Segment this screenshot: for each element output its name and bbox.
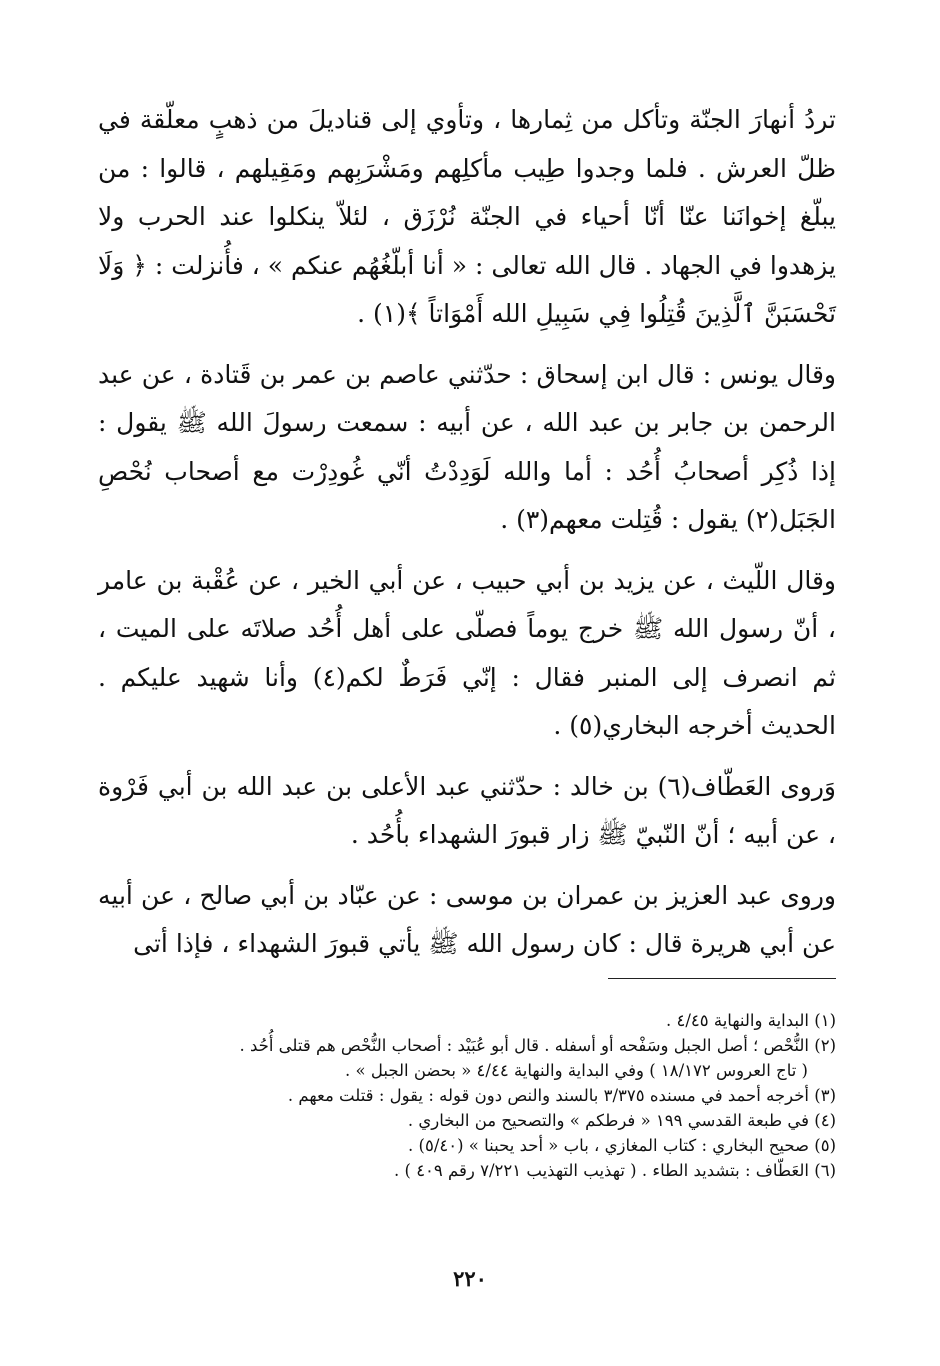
- paragraph-3: وقال اللّيث ، عن يزيد بن أبي حبيب ، عن أبي الخير ، عن عُقْبة بن عامر ، أنّ رسول الله ﷺ خرج يوماً فصلّى على أهل أُحُد صلاتَه على الميت ، ثم انصرف إلى المنبر فقال : إنّي فَرَطٌ لكم(٤) وأنا شهيد عليكم . الحديث أخرجه البخاري(٥) .: [98, 565, 837, 740]
- footnote-separator: [608, 978, 836, 979]
- footnote-2-continuation: ( تاج العروس ١٨/١٧٢ ) وفي البداية والنهاية ٤/٤٤ « بحضن الجبل » .: [345, 1061, 808, 1080]
- footnote-2: (٢) النُّحْص ؛ أصل الجبل وسَفْحه أو أسفله . قال أبو عُبَيْد : أصحاب النُّحْص هم قتلى أُحُد .: [239, 1036, 836, 1055]
- main-text: [98, 96, 836, 969]
- paragraph-2: وقال يونس : قال ابن إسحاق : حدّثني عاصم بن عمر بن قَتادة ، عن عبد الرحمن بن جابر بن عبد الله ، عن أبيه : سمعت رسولَ الله ﷺ يقول : إذا ذُكِر أصحابُ أُحُد : أما والله لَوَدِدْتُ أنّي غُودِرْت مع أصحاب نُحْصِ الجَبَل(٢) يقول : قُتِلت معهم(٣) .: [98, 359, 836, 534]
- paragraph-1: تردُ أنهارَ الجنّة وتأكل من ثِمارها ، وتأوي إلى قناديلَ من ذهبٍ معلّقة في ظلّ العرش . فلما وجدوا طِيب مأكلِهم ومَشْرَبِهم ومَقِيلهم ، قالوا : من يبلّغ إخوانَنا عنّا أنّا أحياء في الجنّة نُرْزَق ، لئلاّ ينكلوا عند الحرب ولا يزهدوا في الجهاد . قال الله تعالى : « أنا أبلّغُهُم عنكم » ، فأُنزلت : ﴿ وَلَا تَحْسَبَنَّ ٱلَّذِينَ قُتِلُوا فِي سَبِيلِ الله أَمْوَاتاً ﴾(١) .: [98, 105, 836, 328]
- footnote-6: (٦) العَطّاف : بتشديد الطاء . ( تهذيب التهذيب ٧/٢٢١ رقم ٤٠٩ ) .: [394, 1161, 836, 1180]
- footnote-3: (٣) أخرجه أحمد في مسنده ٣/٣٧٥ بالسند والنص دون قوله : يقول : قتلت معهم .: [287, 1086, 836, 1105]
- footnotes: [98, 1008, 836, 1183]
- page-body: [98, 96, 836, 969]
- footnote-5: (٥) صحيح البخاري : كتاب المغازي ، باب « أحد يحبنا » (٥/٤٠) .: [408, 1136, 836, 1155]
- paragraph-5: وروى عبد العزيز بن عمران بن موسى : عن عبّاد بن أبي صالح ، عن أبيه عن أبي هريرة قال : كان رسول الله ﷺ يأتي قبورَ الشهداء ، فإذا أتى: [98, 880, 836, 958]
- footnote-1: (١) البداية والنهاية ٤/٤٥ .: [665, 1011, 836, 1030]
- paragraph-4: وَروى العَطّاف(٦) بن خالد : حدّثني عبد الأعلى بن عبد الله بن أبي فَرْوة ، عن أبيه ؛ أنّ النّبيّ ﷺ زار قبورَ الشهداء بأُحُد .: [98, 771, 836, 849]
- footnote-4: (٤) في طبعة القدسي ١٩٩ « فرطكم » والتصحيح من البخاري .: [407, 1111, 836, 1130]
- page-number: ٢٢٠: [453, 1266, 487, 1291]
